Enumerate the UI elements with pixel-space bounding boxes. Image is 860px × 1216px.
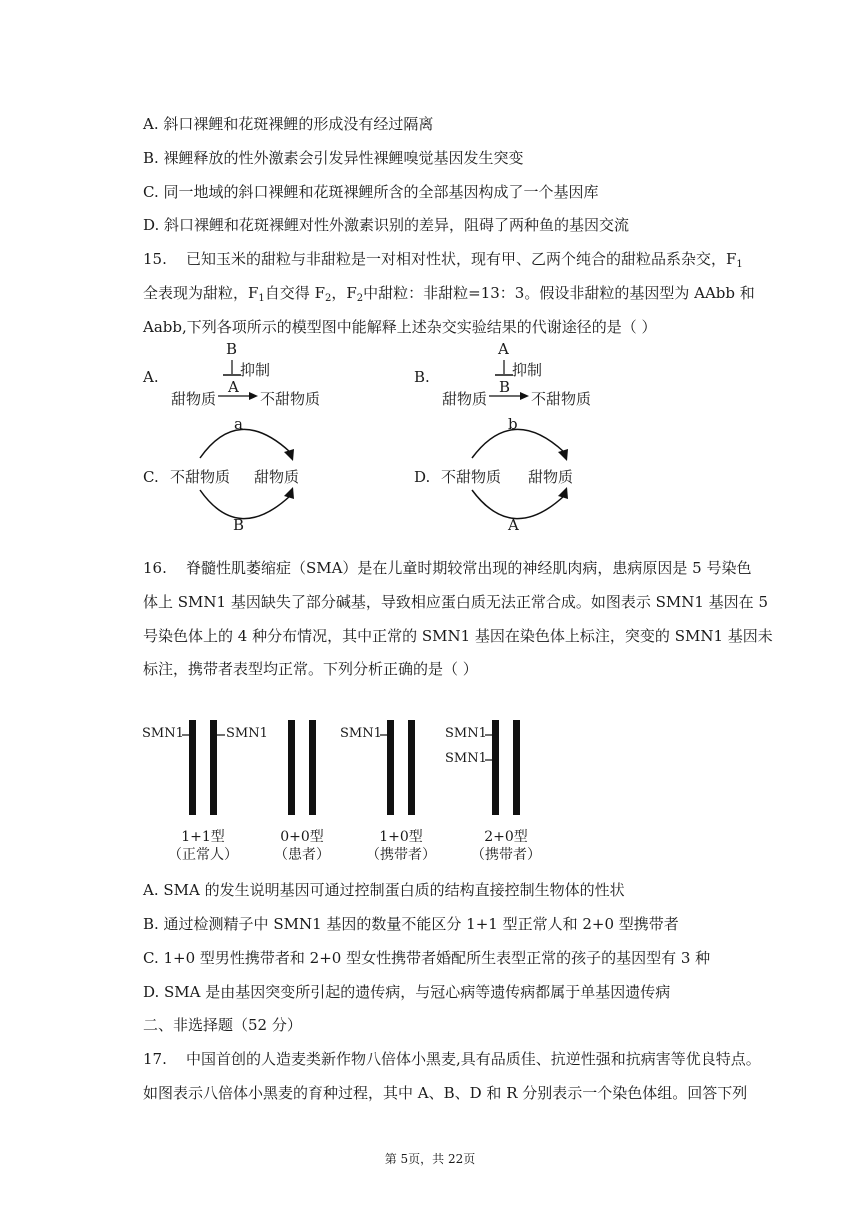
- q15-b-to: 不甜物质: [531, 390, 592, 408]
- q17-number: 17.: [143, 1050, 167, 1068]
- q15-d-bottom: A: [508, 516, 519, 534]
- q15-line2-sub2: 2: [324, 293, 332, 304]
- type-0-0-desc: （患者）: [274, 847, 330, 863]
- type-1-0-desc: （携带者）: [366, 847, 436, 863]
- smn1-label-1: SMN1: [142, 726, 184, 741]
- q15-line-1: [143, 248, 743, 270]
- q15-number: 15.: [143, 250, 167, 268]
- q15-b-from: 甜物质: [442, 390, 488, 408]
- q15-d-right: 甜物质: [528, 468, 574, 486]
- type-1-1-desc: （正常人）: [168, 847, 238, 863]
- q16-option-c: C. 1+0 型男性携带者和 2+0 型女性携带者婚配所生表型正常的孩子的基因型有 3 种: [143, 949, 711, 967]
- q15-b-enzyme: B: [499, 378, 511, 396]
- type-2-0-desc: （携带者）: [471, 847, 541, 863]
- q15-line2-sub3: 2: [356, 293, 364, 304]
- q15-b-inhibitor: A: [498, 340, 509, 358]
- q15-c-bottom: B: [233, 516, 245, 534]
- q15-b-inhibit-text: 抑制: [512, 361, 543, 379]
- q15-option-d-label: D.: [414, 468, 431, 486]
- q15-a-to: 不甜物质: [260, 390, 321, 408]
- q16-option-d: D. SMA 是由基因突变所引起的遗传病，与冠心病等遗传病都属于单基因遗传病: [143, 983, 671, 1001]
- section-2-heading: 二、非选择题（52 分）: [143, 1016, 302, 1034]
- q16-number: 16.: [143, 559, 167, 577]
- q16-line-2: 体上 SMN1 基因缺失了部分碱基，导致相应蛋白质无法正常合成。如图表示 SMN1 基因在 5: [143, 593, 768, 611]
- q15-c-left: 不甜物质: [170, 468, 231, 486]
- q15-a-enzyme: A: [228, 378, 239, 396]
- q15-a-inhibit-text: 抑制: [240, 361, 271, 379]
- smn1-label-3: SMN1: [340, 726, 382, 741]
- q14-option-a: A. 斜口裸鲤和花斑裸鲤的形成没有经过隔离: [143, 115, 434, 133]
- q17-line-1: [143, 1048, 761, 1069]
- q15-d-top: b: [508, 415, 518, 433]
- q17-line1-text: 中国首创的人造麦类新作物八倍体小黑麦,具有品质佳、抗逆性强和抗病害等优良特点。: [185, 1050, 761, 1068]
- q16-line-4: 标注，携带者表型均正常。下列分析正确的是（ ）: [143, 660, 478, 678]
- q15-line2-c: ，F: [331, 284, 357, 302]
- q15-c-right: 甜物质: [254, 468, 300, 486]
- q15-option-c-label: C.: [143, 468, 159, 486]
- q15-line-3: Aabb,下列各项所示的模型图中能解释上述杂交实验结果的代谢途径的是（ ）: [143, 318, 657, 336]
- q15-line2-b: 自交得 F: [264, 284, 325, 302]
- smn1-label-5: SMN1: [445, 751, 487, 766]
- q14-option-b: B. 裸鲤释放的性外激素会引发异性裸鲤嗅觉基因发生突变: [143, 149, 524, 167]
- q15-a-from: 甜物质: [171, 390, 217, 408]
- q17-line-2: 如图表示八倍体小黑麦的育种过程，其中 A、B、D 和 R 分别表示一个染色体组。回答下列: [143, 1084, 748, 1102]
- smn1-label-2: SMN1: [226, 726, 268, 741]
- q14-option-c: C. 同一地域的斜口裸鲤和花斑裸鲤所含的全部基因构成了一个基因库: [143, 183, 599, 201]
- q16-line-1: [143, 557, 752, 578]
- type-1-0: 1+0型: [379, 829, 423, 845]
- q16-chromosome-figure: [0, 0, 100, 100]
- page-footer: 第 5页，共 22页: [384, 1152, 476, 1166]
- q15-a-inhibitor: B: [226, 340, 238, 358]
- type-0-0: 0+0型: [280, 829, 324, 845]
- q15-option-a-label: A.: [143, 368, 159, 386]
- smn1-label-4: SMN1: [445, 726, 487, 741]
- q15-line1-sub: 1: [736, 259, 743, 270]
- q15-d-left: 不甜物质: [441, 468, 502, 486]
- type-2-0: 2+0型: [484, 829, 528, 845]
- q15-line2-sub1: 1: [258, 293, 265, 304]
- q15-line-2: [143, 282, 755, 304]
- q14-option-d: D. 斜口裸鲤和花斑裸鲤对性外激素识别的差异，阻碍了两种鱼的基因交流: [143, 216, 630, 234]
- q15-line2-d: 中甜粒：非甜粒=13：3。假设非甜粒的基因型为 AAbb 和: [363, 284, 755, 302]
- q15-line2-a: 全表现为甜粒，F: [143, 284, 259, 302]
- q16-line1-text: 脊髓性肌萎缩症（SMA）是在儿童时期较常出现的神经肌肉病，患病原因是 5 号染色: [185, 559, 752, 577]
- q15-option-b-label: B.: [414, 368, 430, 386]
- type-1-1: 1+1型: [181, 829, 225, 845]
- q16-option-b: B. 通过检测精子中 SMN1 基因的数量不能区分 1+1 型正常人和 2+0 型携带者: [143, 915, 679, 933]
- q16-line-3: 号染色体上的 4 种分布情况，其中正常的 SMN1 基因在染色体上标注，突变的 SMN1 基因未: [143, 627, 773, 645]
- q15-c-top: a: [234, 415, 243, 433]
- q16-option-a: A. SMA 的发生说明基因可通过控制蛋白质的结构直接控制生物体的性状: [143, 881, 625, 899]
- q15-line1-text: 已知玉米的甜粒与非甜粒是一对相对性状，现有甲、乙两个纯合的甜粒品系杂交，F: [185, 250, 737, 268]
